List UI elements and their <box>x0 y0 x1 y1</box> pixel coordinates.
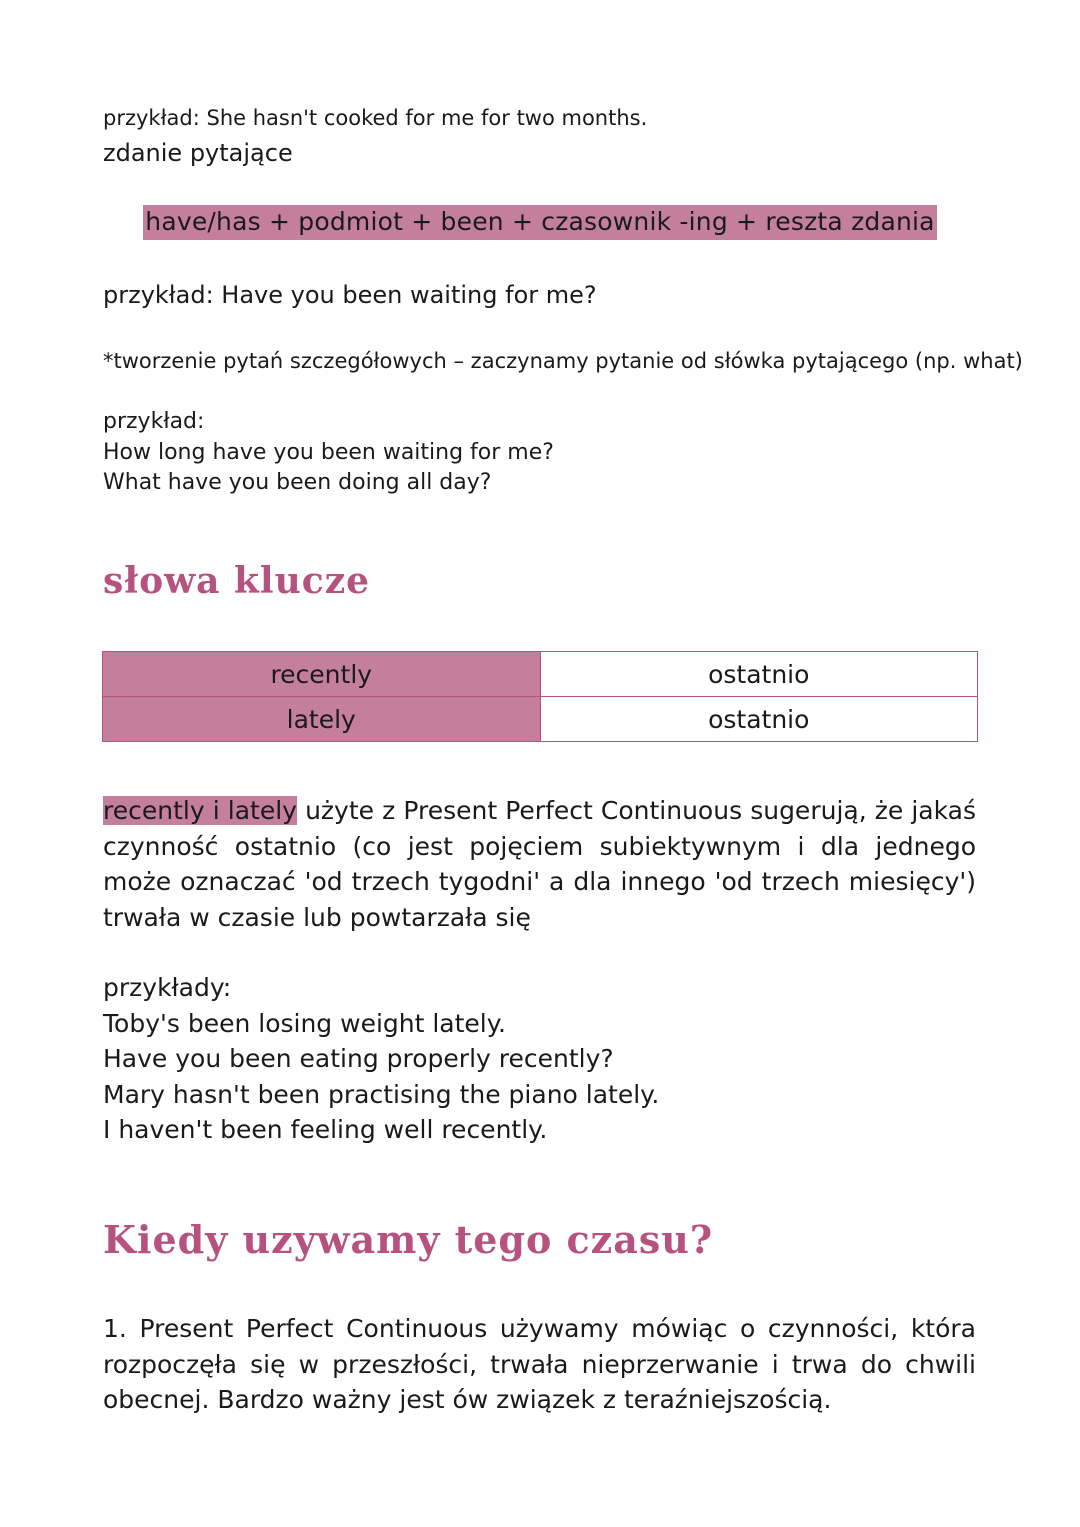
usage-heading: Kiedy uzywamy tego czasu? <box>103 1217 714 1262</box>
wh-examples <box>103 407 554 499</box>
usage-point-1: 1. Present Perfect Continuous używamy mówiąc o czynności, która rozpoczęła się w przeszłości, trwała nieprzerwanie i trwa do chwili obecnej. Bardzo ważny jest ów związek z teraźniejszością. <box>103 1314 976 1414</box>
wh-question-note: *tworzenie pytań szczegółowych – zaczynamy pytanie od słówka pytającego (np. what) <box>103 349 1023 373</box>
keywords-highlight: recently i lately <box>103 796 297 825</box>
keywords-heading: słowa klucze <box>103 560 371 602</box>
table-row <box>103 652 978 697</box>
keywords-examples-label: przykłady: <box>103 973 232 1002</box>
keywords-paragraph <box>103 793 976 935</box>
keywords-example-item: Toby's been losing weight lately. <box>103 1008 506 1038</box>
wh-examples-label: przykład: <box>103 409 205 434</box>
keywords-example-item: Mary hasn't been practising the piano lately. <box>103 1079 660 1109</box>
formula-row <box>0 205 1080 240</box>
keyword-pl: ostatnio <box>540 652 978 697</box>
keywords-example-item: Have you been eating properly recently? <box>103 1044 614 1073</box>
question-example: przykład: Have you been waiting for me? <box>103 281 597 309</box>
keywords-example-item: I haven't been feeling well recently. <box>103 1115 548 1144</box>
wh-example-item: What have you been doing all day? <box>103 470 492 495</box>
keywords-examples <box>103 970 659 1148</box>
wh-example-item: How long have you been waiting for me? <box>103 439 554 465</box>
keywords-paragraph-text: użyte z Present Perfect Continuous sugerują, że jakaś czynność ostatnio (co jest pojęciem subiektywnym i dla jednego może oznaczać 'od trzech tygodni' a dla innego 'od trzech miesięcy') trwała w czasie lub powtarzała się <box>103 796 977 932</box>
question-heading: zdanie pytające <box>103 139 293 167</box>
keyword-en: lately <box>103 697 541 742</box>
keyword-pl: ostatnio <box>540 697 978 742</box>
table-row <box>103 697 978 742</box>
question-formula: have/has + podmiot + been + czasownik -ing + reszta zdania <box>143 205 936 240</box>
negative-example: przykład: She hasn't cooked for me for two months. <box>103 106 648 130</box>
keywords-table <box>102 651 978 742</box>
keyword-en: recently <box>103 652 541 697</box>
